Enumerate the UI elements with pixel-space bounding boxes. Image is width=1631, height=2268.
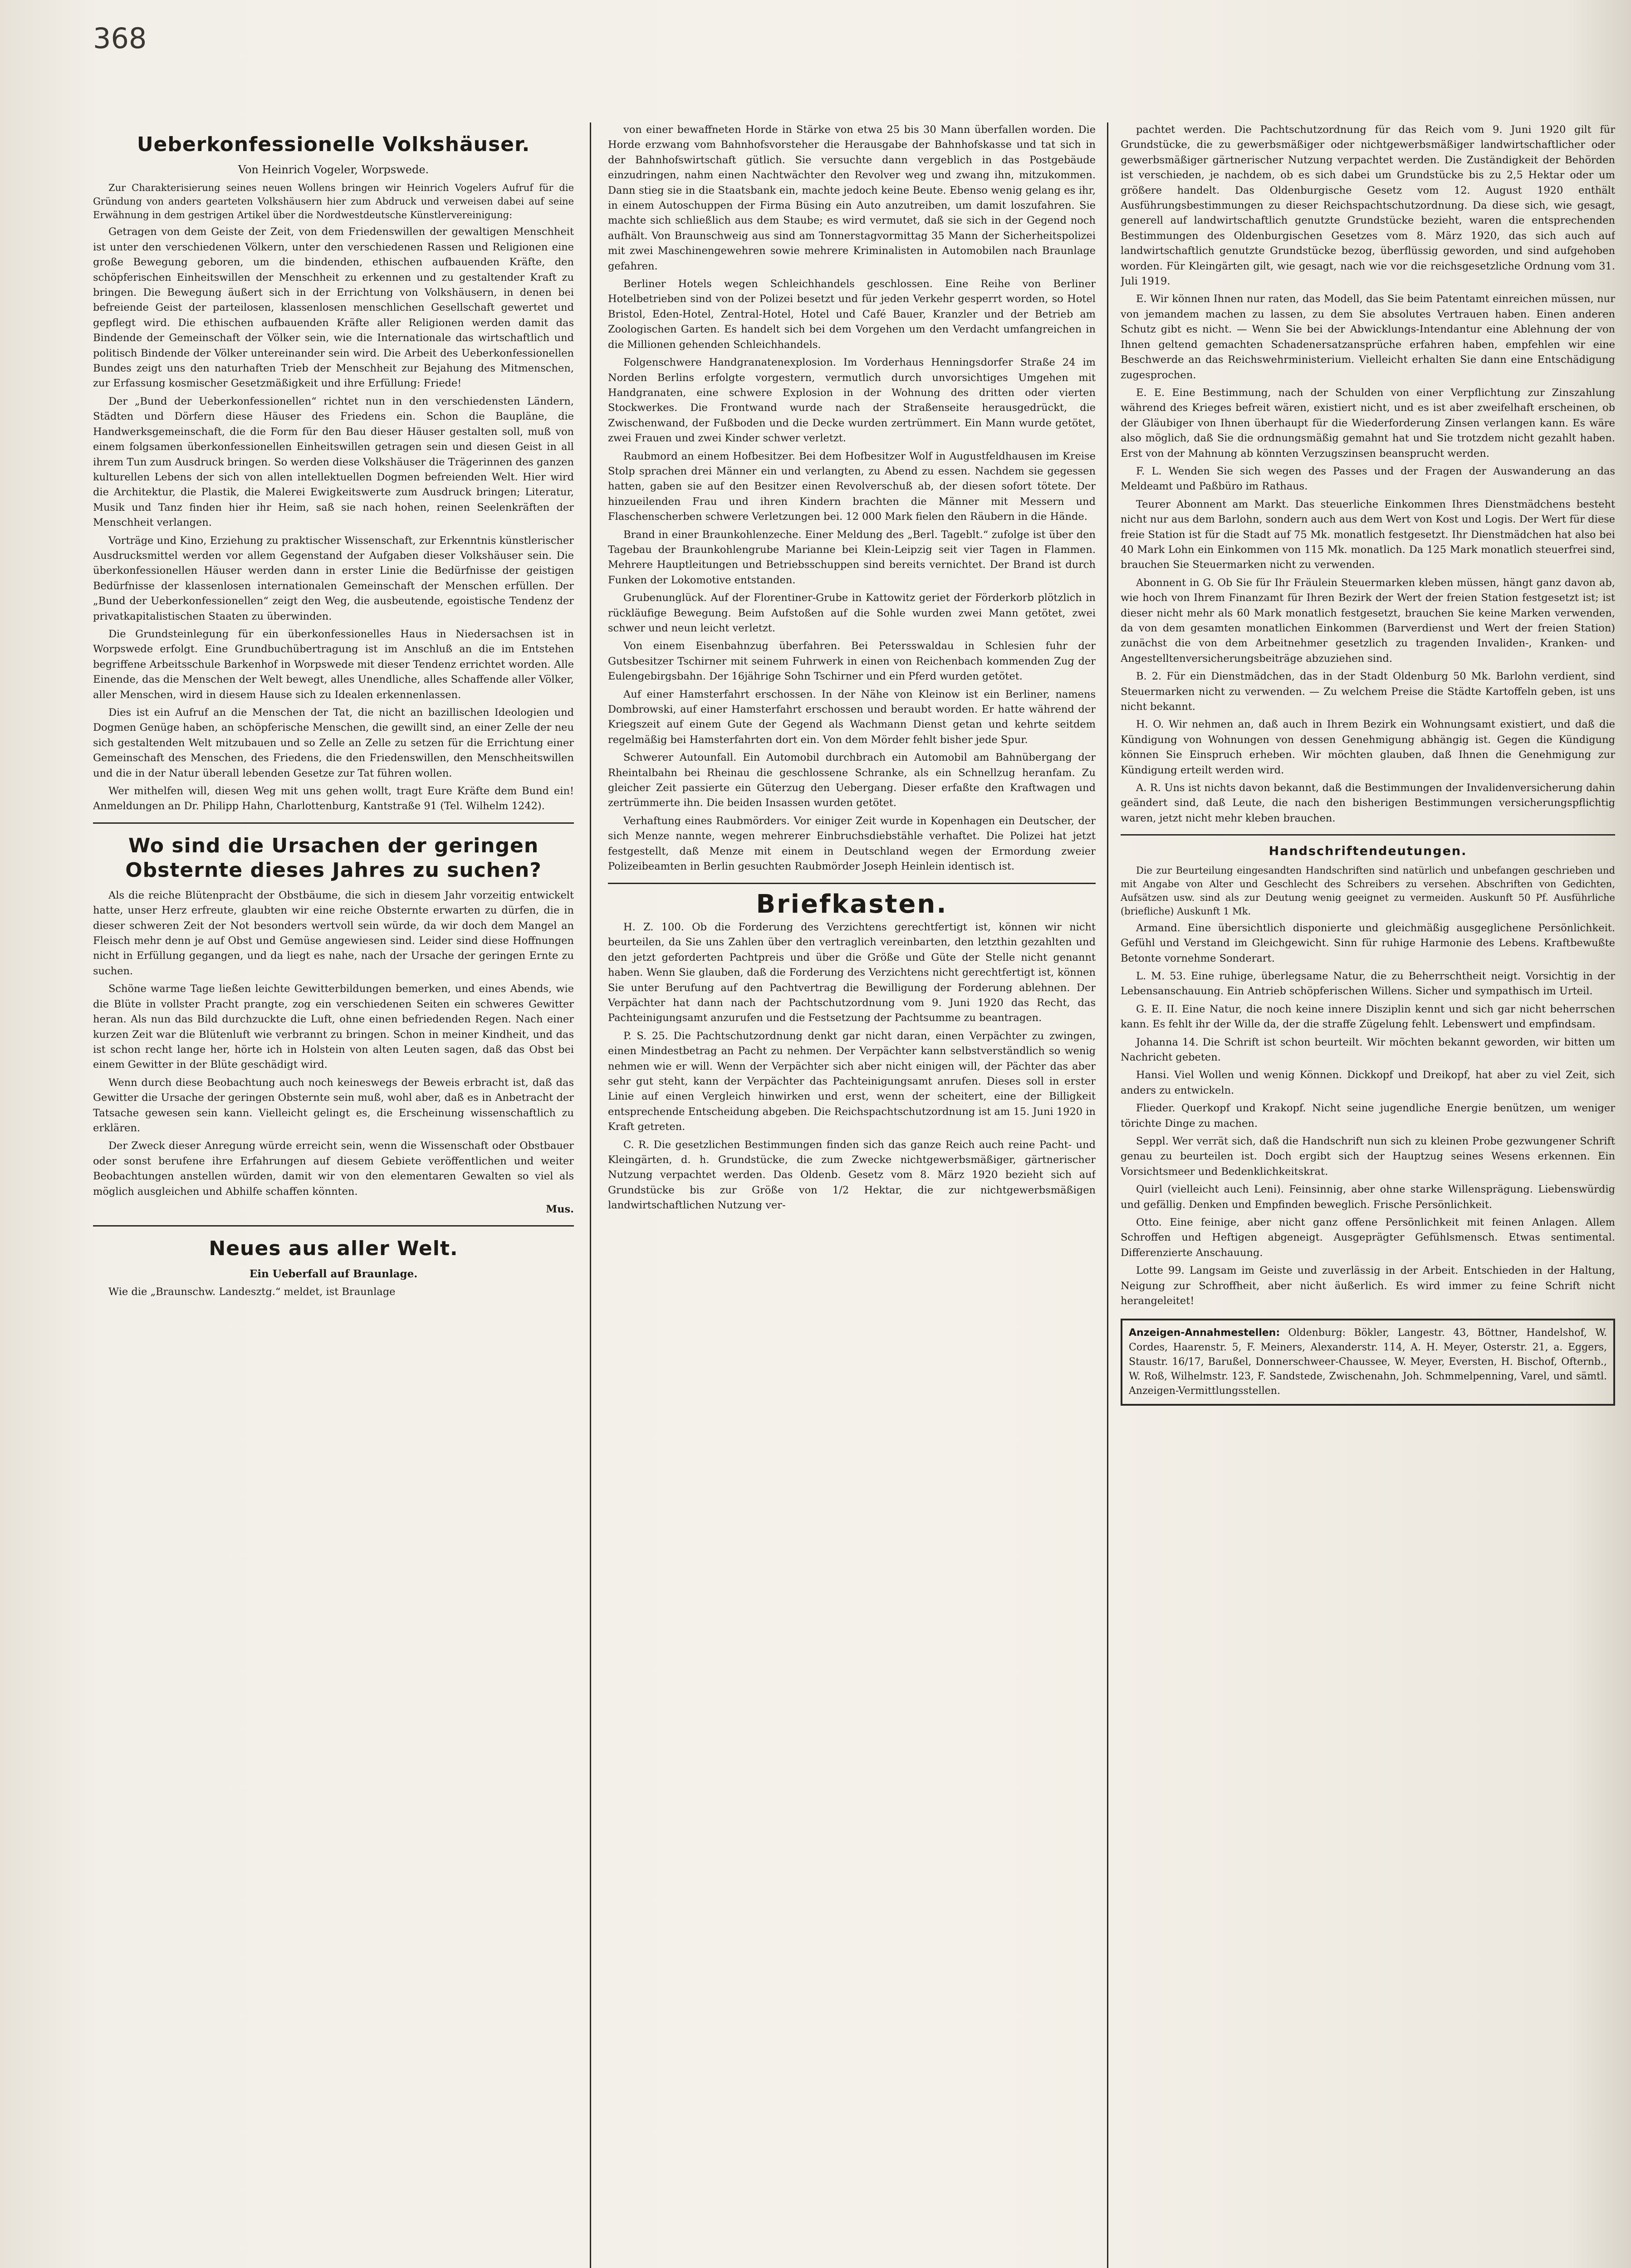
article-paragraph: Die Grundsteinlegung für ein überkonfessionelles Haus in Niedersachsen ist in Worpswede erfolgt. Eine Grundbuchübertragung ist im Anschluß an die im Entstehen begriffene Arbeitsschule Barkenhof in Worpswede mit dieser Tendenz errichtet worden. Alle Einende, das die Menschen der Welt bewegt, alles Unendliche, alles Schaffende aller Völker, aller Menschen, wird in diesem Hause sich zu Idealen erkennenlassen.	[93, 628, 574, 701]
section-divider	[93, 1225, 574, 1227]
section-divider	[93, 822, 574, 824]
news-item: Folgenschwere Handgranatenexplosion. Im Vorderhaus Henningsdorfer Straße 24 im Norden Berlins erfolgte vorgestern, vermutlich durch unvorsichtiges Umgehen mit Handgranaten, eine schwere Explosion in der Wohnung des dritten oder vierten Stockwerkes. Die Frontwand wurde nach der Straßenseite herausgedrückt, die Zwischenwand, der Fußboden und die Decke wurden zertrümmert. Ein Mann wurde getötet, zwei Frauen und zwei Kinder schwer verletzt.	[608, 357, 1096, 445]
handwriting-reading: Hansi. Viel Wollen und wenig Können. Dickkopf und Dreikopf, hat aber zu viel Zeit, sich anders zu entwickeln.	[1121, 1069, 1615, 1096]
letter-answer: H. O. Wir nehmen an, daß auch in Ihrem Bezirk ein Wohnungsamt existiert, und daß die Kündigung von Wohnungen von dessen Genehmigung abhängig ist. Gegen die Kündigung können Sie Einspruch erheben. Wir möchten glauben, daß Ihnen die Genehmigung zur Kündigung erteilt werden wird.	[1121, 719, 1615, 776]
letter-answer: P. S. 25. Die Pachtschutzordnung denkt gar nicht daran, einen Verpächter zu zwingen, einen Mindestbetrag an Pacht zu nehmen. Der Verpächter kann selbstverständlich so wenig nehmen wie er will. Wenn der Verpächter sich aber nicht einigen will, der Pächter das aber sehr gut steht, kann der Verpächter das Pachteinigungsamt anrufen. Dieses soll in erster Linie auf einen Vergleich hinwirken und erst, wenn der scheitert, eine der Billigkeit entsprechende Entscheidung abgeben. Die Reichspachtschutzordnung ist am 15. Juni 1920 in Kraft getreten.	[608, 1030, 1096, 1133]
handwriting-reading: Otto. Eine feinige, aber nicht ganz offene Persönlichkeit mit feinen Anlagen. Allem Schroffen und Heftigen abgeneigt. Ausgeprägter Gefühlsmensch. Etwas sentimental. Differenzierte Anschauung.	[1121, 1217, 1615, 1259]
article-paragraph: Getragen von dem Geiste der Zeit, von dem Friedenswillen der gewaltigen Menschheit ist unter den verschiedenen Völkern, unter den verschiedenen Rassen und Religionen eine große Bewegung geboren, um die bindenden, ethischen aufbauenden Kräfte, den schöpferischen Einheitswillen der Menschheit zu erkennen und zu gestaltender Kraft zu bringen. Die Bewegung äußert sich in der Errichtung von Volkshäusern, in denen bei befreiende Geist der parteilosen, klassenlosen menschlichen Gesellschaft gewertet und gepflegt wird. Die ethischen aufbauenden Kräfte aller Religionen werden damit das Bindende der Gemeinschaft der Völker sein, wie die Internationale das wirtschaftlich und politisch Bindende der Völker untereinander sein wird. Die Arbeit des Ueberkonfessionellen Bundes zeigt uns den naturhaften Trieb der Menschheit zur Bejahung des Mitmenschen, zur Erfassung kosmischer Gesetzmäßigkeit und ihre Erfüllung: Friede!	[93, 226, 574, 390]
article-paragraph: Wie die „Braunschw. Landesztg.“ meldet, ist Braunlage	[108, 1286, 396, 1298]
article-paragraph: Der Zweck dieser Anregung würde erreicht sein, wenn die Wissenschaft oder Obstbauer oder sonst berufene ihre Erfahrungen auf diesem Gebiete veröffentlichen und weiter Beobachtungen anstellen würden, damit wir von den elementaren Gewalten so viel als möglich ausgleichen und Abhilfe schaffen könnten.	[93, 1140, 574, 1198]
news-subheadline: Ein Ueberfall auf Braunlage.	[249, 1268, 418, 1281]
article-paragraph: Wenn durch diese Beobachtung auch noch keineswegs der Beweis erbracht ist, daß das Gewitter die Ursache der geringen Obsternte sein muß, wohl aber, daß es in Anbetracht der Tatsache gewesen sein kann. Vielleicht gelingt es, die Erscheinung wissenschaftlich zu erklären.	[93, 1076, 574, 1134]
news-item: Brand in einer Braunkohlenzeche. Einer Meldung des „Berl. Tageblt.“ zufolge ist über den Tagebau der Braunkohlengrube Marianne bei Klein-Leipzig seit vier Tagen in Flammen. Mehrere Hauptleitungen und Betriebsschuppen sind bereits vernichtet. Der Brand ist durch Funken der Lokomotive entstanden.	[608, 528, 1096, 586]
handwriting-reading: Armand. Eine übersichtlich disponierte und gleichmäßig ausgeglichene Persönlichkeit. Gefühl und Verstand im Gleichgewicht. Sinn für ruhige Harmonie des Lebens. Kraftbewußte Betonte vornehme Sonderart.	[1121, 922, 1615, 964]
article-headline: Wo sind die Ursachen der geringen Obsternte dieses Jahres zu suchen?	[125, 834, 542, 882]
handwriting-heading: Handschriftendeutungen.	[1269, 844, 1467, 859]
column-left	[93, 122, 574, 2268]
article-paragraph: Schöne warme Tage ließen leichte Gewitterbildungen bemerken, und eines Abends, wie die Blüte in vollster Pracht prangte, zog ein verschiedenen Seiten ein schweres Gewitter heran. Als nun das Bild durchzuckte die Luft, ohne einen befriedenden Regen. Nach einer kurzen Zeit war die Blütenluft wie verbrannt zu bringen. Schon in meiner Kindheit, und das ist schon recht lange her, hörte ich in Holstein von alten Leuten sagen, daß das Obst bei einem Gewitter in der Blüte geschädigt wird.	[93, 983, 574, 1071]
article-byline: Von Heinrich Vogeler, Worpswede.	[238, 163, 429, 176]
news-item: Grubenunglück. Auf der Florentiner-Grube in Kattowitz geriet der Förderkorb plötzlich in rückläufige Bewegung. Beim Aufstoßen auf die Sohle wurden zwei Mann getötet, zwei schwer und neun leicht verletzt.	[608, 592, 1096, 634]
news-item: Berliner Hotels wegen Schleichhandels geschlossen. Eine Reihe von Berliner Hotelbetrieben sind von der Polizei besetzt und für jeden Verkehr gesperrt worden, so Hotel Bristol, Eden-Hotel, Zentral-Hotel, Hotel und Café Bauer, Kranzler und der Betrieb am Zoologischen Garten. Es handelt sich bei dem Vorgehen um den Verdacht umfangreichen in die Millionen gehenden Schleichhandels.	[608, 278, 1096, 351]
article-paragraph: Vorträge und Kino, Erziehung zu praktischer Wissenschaft, zur Erkenntnis künstlerischer Ausdrucksmittel werden vor allem Gegenstand der Aufgaben dieser Volkshäuser sein. Die überkonfessionellen Häuser werden dann in erster Linie die Bedürfnisse der geistigen Bedürfnisse der klassenlosen internationalen Gemeinschaft der Menschen erfüllen. Der „Bund der Ueberkonfessionellen“ zeigt den Weg, die ausbeutende, egoistische Tendenz der privatkapitalistischen Staaten zu überwinden.	[93, 534, 574, 622]
handwriting-reading: Quirl (vielleicht auch Leni). Feinsinnig, aber ohne starke Willensprägung. Liebenswürdig und gefällig. Denken und Empfinden beweglich. Frische Persönlichkeit.	[1121, 1183, 1615, 1211]
handwriting-reading: L. M. 53. Eine ruhige, überlegsame Natur, die zu Beherrschtheit neigt. Vorsichtig in der Lebensanschauung. Ein Antrieb schöpferischen Willens. Sicher und sympathisch im Urteil.	[1121, 970, 1615, 997]
letter-answer: Teurer Abonnent am Markt. Das steuerliche Einkommen Ihres Dienstmädchens besteht nicht nur aus dem Barlohn, sondern auch aus dem Wert von Kost und Logis. Der Wert für diese freie Station ist für die Stadt auf 75 Mk. monatlich festgesetzt. Ihr Dienstmädchen hat also bei 40 Mark Lohn ein Einkommen von 115 Mk. monatlich. Da 125 Mark monatlich steuerfrei sind, brauchen Sie Steuermarken nicht zu verwenden.	[1121, 498, 1615, 571]
letter-answer: Abonnent in G. Ob Sie für Ihr Fräulein Steuermarken kleben müssen, hängt ganz davon ab, wie hoch von Ihrem Finanzamt für Ihren Bezirk der Wert der freien Station festgesetzt ist; ist dieser nicht mehr als 60 Mark monatlich festgesetzt, brauchen Sie keine Marken verwenden, da von dem gesamten monatlichen Einkommen (Barverdienst und Wert der freien Station) zunächst die von dem Arbeitnehmer gesetzlich zu tragenden Invaliden-, Kranken- und Angestelltenversicherungsbeiträge abzuziehen sind.	[1121, 577, 1615, 665]
letter-answer: B. 2. Für ein Dienstmädchen, das in der Stadt Oldenburg 50 Mk. Barlohn verdient, sind Steuermarken nicht zu verwenden. — Zu welchem Preise die Städte Kartoffeln geben, ist uns nicht bekannt.	[1121, 670, 1615, 713]
news-item: Auf einer Hamsterfahrt erschossen. In der Nähe von Kleinow ist ein Berliner, namens Dombrowski, auf einer Hamsterfahrt erschossen und beraubt worden. Er hatte während der Kriegszeit auf einem Gute der Gegend als Wachmann Dienst getan und kehrte seitdem regelmäßig bei Hamsterfahrten dort ein. Von dem Mörder fehlt bisher jede Spur.	[608, 688, 1096, 746]
news-item: Von einem Eisenbahnzug überfahren. Bei Petersswaldau in Schlesien fuhr der Gutsbesitzer Tschirner mit seinem Fuhrwerk in einen von Reichenbach kommenden Zug der Eulengebirgsbahn. Der 16jährige Sohn Tschirner und ein Pferd wurden getötet.	[608, 640, 1096, 683]
news-item: Raubmord an einem Hofbesitzer. Bei dem Hofbesitzer Wolf in Augustfeldhausen im Kreise Stolp sprachen drei Männer ein und verlangten, zu Abend zu essen. Nachdem sie gegessen hatten, gaben sie auf den Besitzer einen Revolverschuß ab, der diesen sofort tötete. Der hinzueilenden Frau und ihren Kindern brachten die Männer mit Messern und Flaschenscherben schwere Verletzungen bei. 12 000 Mark fielen den Räubern in die Hände.	[608, 450, 1096, 523]
letter-answer: F. L. Wenden Sie sich wegen des Passes und der Fragen der Auswanderung an das Meldeamt und Paßbüro im Rathaus.	[1121, 465, 1615, 493]
article-paragraph: von einer bewaffneten Horde in Stärke von etwa 25 bis 30 Mann überfallen worden. Die Horde erzwang vom Bahnhofsvorsteher die Herausgabe der Bahnhofskasse und tat sich in der Bahnhofswirtschaft gütlich. Sie versuchte dann vergeblich in das Postgebäude einzudringen, nahm einen Nachtwächter den Revolver weg und zwang ihn, mitzukommen. Dann stieg sie in die Staatsbank ein, machte jedoch keine Beute. Ebenso wenig gelang es ihr, in einem Autoschuppen der Firma Büsing ein Auto anzutreiben, um damit loszufahren. Sie machte sich schließlich aus dem Staube; es wird vermutet, daß sie sich in der Gegend noch aufhält. Von Braunschweig aus sind am Tonnerstagvormittag 35 Mann der Sicherheitspolizei mit zwei Maschinengewehren sowie mehrere Kriminalisten in Automobilen nach Braunlage gefahren.	[608, 124, 1096, 272]
column-middle	[608, 122, 1096, 2268]
letter-answer: pachtet werden. Die Pachtschutzordnung für das Reich vom 9. Juni 1920 gilt für Grundstücke, die zu gewerbsmäßiger oder nichtgewerbsmäßiger landwirtschaftlicher oder gewerbsmäßiger gärtnerischer Nutzung verpachtet werden. Die Zuständigkeit der Behörden ist verschieden, je nachdem, ob es sich dabei um Grundstücke bis zu 2,5 Hektar oder um größere handelt. Das Oldenburgische Gesetz vom 12. August 1920 enthält Ausführungsbestimmungen zu dieser Reichspachtschutzordnung. Da diese sich, wie gesagt, generell auf landwirtschaftlich genutzte Grundstücke bezieht, waren die entsprechenden Bestimmungen des Oldenburgischen Gesetzes vom 8. März 1920, das sich auch auf landwirtschaftlich genutzte Grundstücke bezog, überflüssig geworden, und sind aufgehoben worden. Für Kleingärten gilt, wie gesagt, nach wie vor die reichsgesetzliche Ordnung vom 31. Juli 1919.	[1121, 124, 1615, 288]
section-divider	[608, 883, 1096, 884]
news-item: Schwerer Autounfall. Ein Automobil durchbrach ein Automobil am Bahnübergang der Rheintalbahn bei Rheinau die geschlossene Schranke, als ein Schnellzug heranfam. Zu gleicher Zeit passierte ein Güterzug den Uebergang. Dieser erfaßte den Kraftwagen und zertrümmerte ihn. Die beiden Insassen wurden getötet.	[608, 752, 1096, 809]
letter-answer: H. Z. 100. Ob die Forderung des Verzichtens gerechtfertigt ist, können wir nicht beurteilen, da Sie uns Zahlen über den vertraglich vereinbarten, den letzthin gezahlten und den jetzt geforderten Pachtpreis und über die Größe und Güte der Stelle nicht genannt haben. Wenn Sie glauben, daß die Forderung des Verzichtens nicht gerechtfertigt ist, können Sie unter Berufung auf den Pachtvertrag die Bewilligung der Forderung ablehnen. Der Verpächter hat dann nach der Pachtschutzordnung vom 9. Juni 1920 das Recht, das Pachteinigungsamt anzurufen und die Festsetzung der Pachtsumme zu beantragen.	[608, 921, 1096, 1024]
article-headline: Ueberkonfessionelle Volkshäuser.	[137, 133, 530, 156]
ad-offices-text: Oldenburg: Bökler, Langestr. 43, Böttner, Handelshof, W. Cordes, Haarenstr. 5, F. Meiners, Alexanderstr. 114, A. H. Meyer, Osterstr. 21, a. Eggers, Staustr. 16/17, Barußel, Donnerschweer-Chaussee, W. Meyer, Eversten, H. Bischof, Ofternb., W. Roß, Wilhelmstr. 123, F. Sandstede, Zwischenahn, Joh. Schmmelpenning, Varel, und sämtl. Anzeigen-Vermittlungsstellen.	[1129, 1327, 1607, 1397]
article-intro: Zur Charakterisierung seines neuen Wollens bringen wir Heinrich Vogelers Aufruf für die Gründung von anders gearteten Volkshäusern hier zum Abdruck und verweisen dabei auf seine Erwähnung in dem gestrigen Artikel über die Nordwestdeutsche Künstlervereinigung:	[93, 182, 574, 221]
article-signature: Mus.	[546, 1203, 574, 1215]
ad-offices-box	[1121, 1319, 1615, 1406]
section-divider	[1121, 834, 1615, 836]
letter-answer: C. R. Die gesetzlichen Bestimmungen finden sich das ganze Reich auch reine Pacht- und Kleingärten, d. h. Grundstücke, die zum Zwecke nichtgewerbsmäßiger, gärtnerischer Nutzung verpachtet werden. Das Oldenb. Gesetz vom 8. März 1920 bezieht sich auf Grundstücke bis zur Größe von 1/2 Hektar, die zur nichtgewerbsmäßigen landwirtschaftlichen Nutzung ver-	[608, 1139, 1096, 1212]
article-paragraph: Als die reiche Blütenpracht der Obstbäume, die sich in diesem Jahr vorzeitig entwickelt hatte, unser Herz erfreute, glaubten wir eine reiche Obsternte erwarten zu dürfen, die in dieser schweren Zeit der Not besonders wertvoll sein würde, da wir doch dem Mangel an Fleisch mehr denn je auf Obst und Gemüse angewiesen sind. Leider sind diese Hoffnungen nicht in Erfüllung gegangen, und da liegt es nahe, nach der Ursache der geringen Ernte zu suchen.	[93, 889, 574, 977]
column-divider	[590, 122, 591, 2268]
letter-answer: E. E. Eine Bestimmung, nach der Schulden von einer Verpflichtung zur Zinszahlung während des Krieges befreit wären, existiert nicht, und es ist aber zweifelhaft erscheinen, ob der Gläubiger von Ihnen überhaupt für die Wiederforderung Zinsen verlangen kann. Es wäre also möglich, daß Sie die ordnungsmäßig gemahnt hat und Sie trotzdem nicht gezahlt haben. Erst von der Mahnung ab könnten Verzugszinsen beansprucht werden.	[1121, 386, 1615, 459]
letter-answer: A. R. Uns ist nichts davon bekannt, daß die Bestimmungen der Invalidenversicherung dahin geändert sind, daß Leute, die nach den bisherigen Bestimmungen versicherungspflichtig waren, jetzt nicht mehr kleben brauchen.	[1121, 782, 1615, 824]
article-paragraph: Dies ist ein Aufruf an die Menschen der Tat, die nicht an bazillischen Ideologien und Dogmen Genüge haben, an schöpferische Menschen, die gewillt sind, an einer Zelle der neu sich gestaltenden Welt mitzubauen und so Zelle an Zelle zu setzen für die Errichtung einer Gemeinschaft des Menschen, des Friedens, die den Friedenswillen, den Menschheitswillen und die in der Natur überall lebenden Gesetze zur Tat führen wollen.	[93, 707, 574, 779]
column-divider	[1107, 122, 1108, 2268]
article-paragraph: Wer mithelfen will, diesen Weg mit uns gehen wollt, tragt Eure Kräfte dem Bund ein! Anmeldungen an Dr. Philipp Hahn, Charlottenburg, Kantstraße 91 (Tel. Wilhelm 1242).	[93, 785, 574, 812]
handwriting-reading: Johanna 14. Die Schrift ist schon beurteilt. Wir möchten bekannt geworden, wir bitten um Nachricht gebeten.	[1121, 1036, 1615, 1063]
handwriting-reading: Flieder. Querkopf und Krakopf. Nicht seine jugendliche Energie benützen, um weniger törichte Dinge zu machen.	[1121, 1102, 1615, 1129]
letter-answer: E. Wir können Ihnen nur raten, das Modell, das Sie beim Patentamt einreichen müssen, nur von jemandem machen zu lassen, zu dem Sie absolutes Vertrauen haben. Einen anderen Schutz gibt es nicht. — Wenn Sie bei der Abwicklungs-Intendantur eine Ablehnung der von Ihnen geltend gemachten Schadenersatzansprüche erfahren haben, empfehlen wir eine Beschwerde an das Reichswehrministerium. Vielleicht erhalten Sie dann eine Entschädigung zugesprochen.	[1121, 293, 1615, 381]
column-right	[1121, 122, 1615, 2268]
handwriting-intro: Die zur Beurteilung eingesandten Handschriften sind natürlich und unbefangen geschrieben und mit Angabe von Alter und Geschlecht des Schreibers zu versehen. Abschriften von Gedichten, Aufsätzen usw. sind als zur Deutung wenig geeignet zu vermeiden. Auskunft 50 Pf. Ausführliche (briefliche) Auskunft 1 Mk.	[1121, 865, 1615, 917]
handwriting-reading: G. E. II. Eine Natur, die noch keine innere Disziplin kennt und sich gar nicht beherrschen kann. Es fehlt ihr der Wille da, der die straffe Zügelung fehlt. Lebenswert und empfindsam.	[1121, 1003, 1615, 1031]
briefkasten-heading: Briefkasten.	[756, 889, 948, 919]
handwriting-reading: Seppl. Wer verrät sich, daß die Handschrift nun sich zu kleinen Probe gezwungener Schrift genau zu beurteilen ist. Doch ergibt sich der Hauptzug seines Wesens erkennen. Ein Vorsichtsmeer und Bedenklichkeitskrat.	[1121, 1135, 1615, 1178]
article-paragraph: Der „Bund der Ueberkonfessionellen“ richtet nun in den verschiedensten Ländern, Städten und Dörfern diese Häuser des Friedens ein. Schon die Baupläne, die Handwerksgemeinschaft, die die Form für den Bau dieser Häuser gestalten soll, muß von einem folgsamen überkonfessionellen Einheitswillen getragen sein und diesen Geist in all ihrem Tun zum Ausdruck bringen. So werden diese Volkshäuser die Trägerinnen des ganzen kulturellen Lebens der sich von allen intellektuellen Dogmen befreienden Welt. Hier wird die Architektur, die Plastik, die Malerei Ewigkeitswerte zum Ausdruck bringen; Literatur, Musik und Tanz finden hier ihr Heim, saß sie nach hohen, reinen Seelenkräften der Menschheit verlangen.	[93, 395, 574, 529]
handwriting-reading: Lotte 99. Langsam im Geiste und zuverlässig in der Arbeit. Entschieden in der Haltung, Neigung zur Schroffheit, aber nicht äußerlich. Es wird immer zu feine Schrift nicht herangeleitet!	[1121, 1265, 1615, 1307]
ad-offices-title: Anzeigen-Annahmestellen:	[1129, 1327, 1280, 1339]
news-section-headline: Neues aus aller Welt.	[209, 1237, 458, 1261]
news-item: Verhaftung eines Raubmörders. Vor einiger Zeit wurde in Kopenhagen ein Deutscher, der sich Menze nannte, wegen mehrerer Einbruchsdiebstähle verhaftet. Die Polizei hat jetzt festgestellt, daß Menze mit einem in Deutschland wegen der Ermordung zweier Polizeibeamten in Berlin gesuchten Raubmörder Joseph Heinlein identisch ist.	[608, 815, 1096, 873]
page-number: 368	[93, 22, 147, 55]
